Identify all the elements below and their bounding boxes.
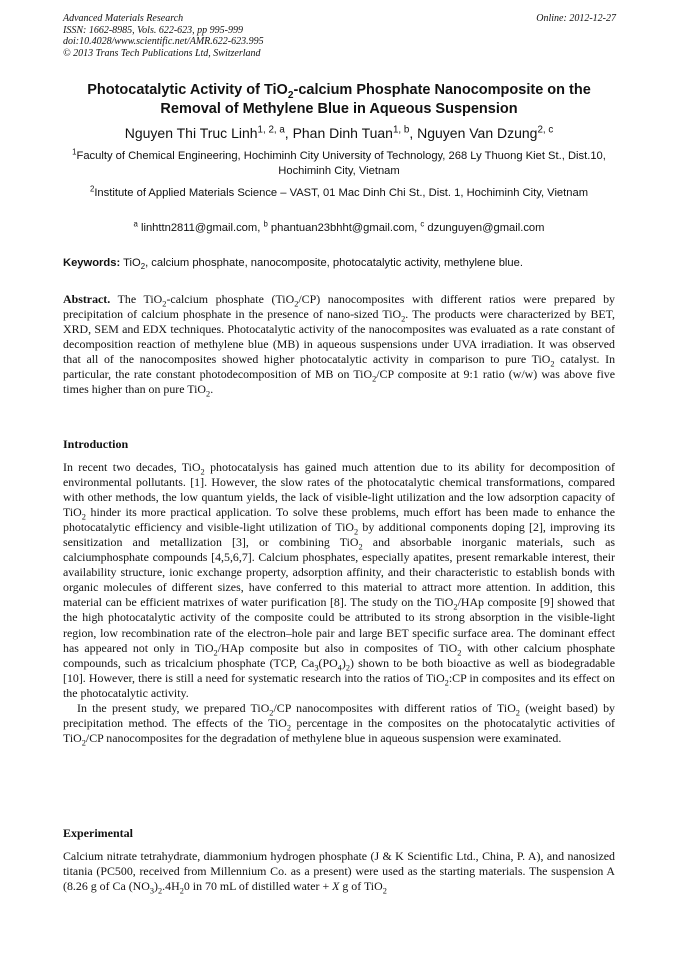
email-c: dzunguyen@gmail.com <box>424 222 545 234</box>
introduction-heading: Introduction <box>63 437 129 451</box>
author-1: Nguyen Thi Truc Linh <box>124 125 258 141</box>
keywords-label: Keywords: <box>63 257 121 269</box>
author-2: Phan Dinh Tuan <box>292 125 393 141</box>
intro-paragraph-1: In recent two decades, TiO$_2$ photocatalysis has gained much attention due to its ability for decomposition of environmental pollutants. [1]. However, the slow rates of the photocatalytic chemical transformations, compared with other methods, the low quantum yields, the lack of visible-light utilization and the low adsorption capacity of TiO$_2$ hinder its more practical application. To solve these problems, much effort has been made to enhance the photocatalytic efficiency and visible-light utilization of TiO$_2$ by additional components doping [2], improving its sensitization and metallization [3], or combining TiO$_2$ and absorbable inorganic materials, such as calciumphosphate compounds [4,5,6,7]. Calcium phosphates, especially apatites, present remarkable interest, their availability structure, ionic exchange property, adsorption affinity, and their characteristic to establish bonds with organic molecules of different sizes, have conferred to this material to attract more attention. In addition, this material can be efficient matrixes of water purification [8]. The study on the TiO$_2$/HAp composite [9] showed that the high photocatalytic activity of the composite could be attributed to its strong absorption in the visible-light region, low recombination rate of the electron–hole pair and large BET specific surface area. The dominant effect has appeared not only in TiO$_2$/HAp composite but also in composites of TiO$_2$ with other calcium phosphate compounds, such as tricalcium phosphate (TCP, $Ca_3(PO_4)_2$) shown to be both bioactive as well as biodegradable [10]. However, there is still a need for systematic research into the ratios of TiO$_2$:CP in composites and its effect on the photocatalytic activity. <box>63 460 616 700</box>
abstract-label: Abstract. <box>63 292 111 306</box>
introduction-body <box>63 460 615 746</box>
author-list: Nguyen Thi Truc Linh$^{1, 2, a}$, Phan Dinh Tuan$^{1, b}$, Nguyen Van Dzung$^{2, c}$ <box>124 124 554 141</box>
abstract: Abstract. The TiO$_2$-calcium phosphate (TiO$_2$/CP) nanocomposites with different ratios were prepared by precipitation of calcium phosphate in the presence of nano-sized TiO$_2$. The products were characterized by BET, XRD, SEM and EDX techniques. Photocatalytic activity of the nanocomposites was evaluated as a rate constant of decomposition reaction of methylene blue (MB) in aqueous suspensions under UVA irradiation. It was observed that all of the nanocomposites showed higher photocatalytic activity in comparison to pure TiO$_2$ catalyst. In particular, the rate constant photodecomposition of MB on TiO$_2$/CP composite at 9:1 ratio (w/w) was above five times higher than on pure TiO$_2$. <box>63 292 616 399</box>
affiliation-1: $^1$Faculty of Chemical Engineering, Hochiminh City University of Technology, 268 Ly Thuong Kiet St., Dist.10, Hochiminh City, Vietnam <box>72 147 606 177</box>
online-date: Online: 2012-12-27 <box>536 13 616 24</box>
affiliation-2: $^2$Institute of Applied Materials Science – VAST, 01 Mac Dinh Chi St., Dist. 1, Hochiminh City, Vietnam <box>89 184 589 199</box>
doi-line: doi:10.4028/www.scientific.net/AMR.622-623.995 <box>63 36 264 48</box>
author-emails: $^a$ linhttn2811@gmail.com, $^b$ phantuan23bhht@gmail.com, $^c$ dzunguyen@gmail.com <box>133 219 545 234</box>
journal-header <box>63 13 264 59</box>
experimental-body: Calcium nitrate tetrahydrate, diammonium hydrogen phosphate (J & K Scientific Ltd., China, P. A), and nanosized titania (PC500, received from Millennium Co. as a present) were used as the starting materials. The suspension A (8.26 g of Ca $(NO_3)_2.4H_20$ in 70 mL of distilled water + X g of TiO$_2$ <box>63 849 615 896</box>
issn-line: ISSN: 1662-8985, Vols. 622-623, pp 995-999 <box>63 24 243 36</box>
email-b: phantuan23bhht@gmail.com, <box>267 222 421 234</box>
journal-name: Advanced Materials Research <box>63 13 184 24</box>
experimental-heading: Experimental <box>63 826 133 840</box>
copyright-line: © 2013 Trans Tech Publications Ltd, Switzerland <box>63 47 261 59</box>
intro-paragraph-2: In the present study, we prepared TiO$_2$/CP nanocomposites with different ratios of TiO$_2$ (weight based) by precipitation method. The effects of the TiO$_2$ percentage in the composites on the photocatalytic activities of TiO$_2$/CP nanocomposites for the degradation of methylene blue in aqueous suspension were examinated. <box>63 700 615 748</box>
paper-title: Photocatalytic Activity of TiO$_2$-calcium Phosphate Nanocomposite on the Removal of Methylene Blue in Aqueous Suspension <box>87 82 591 117</box>
author-3: Nguyen Van Dzung <box>417 125 538 141</box>
keywords: Keywords: TiO$_2$, calcium phosphate, nanocomposite, photocatalytic activity, methylene blue. <box>63 257 523 272</box>
email-a: linhttn2811@gmail.com, <box>137 222 264 234</box>
